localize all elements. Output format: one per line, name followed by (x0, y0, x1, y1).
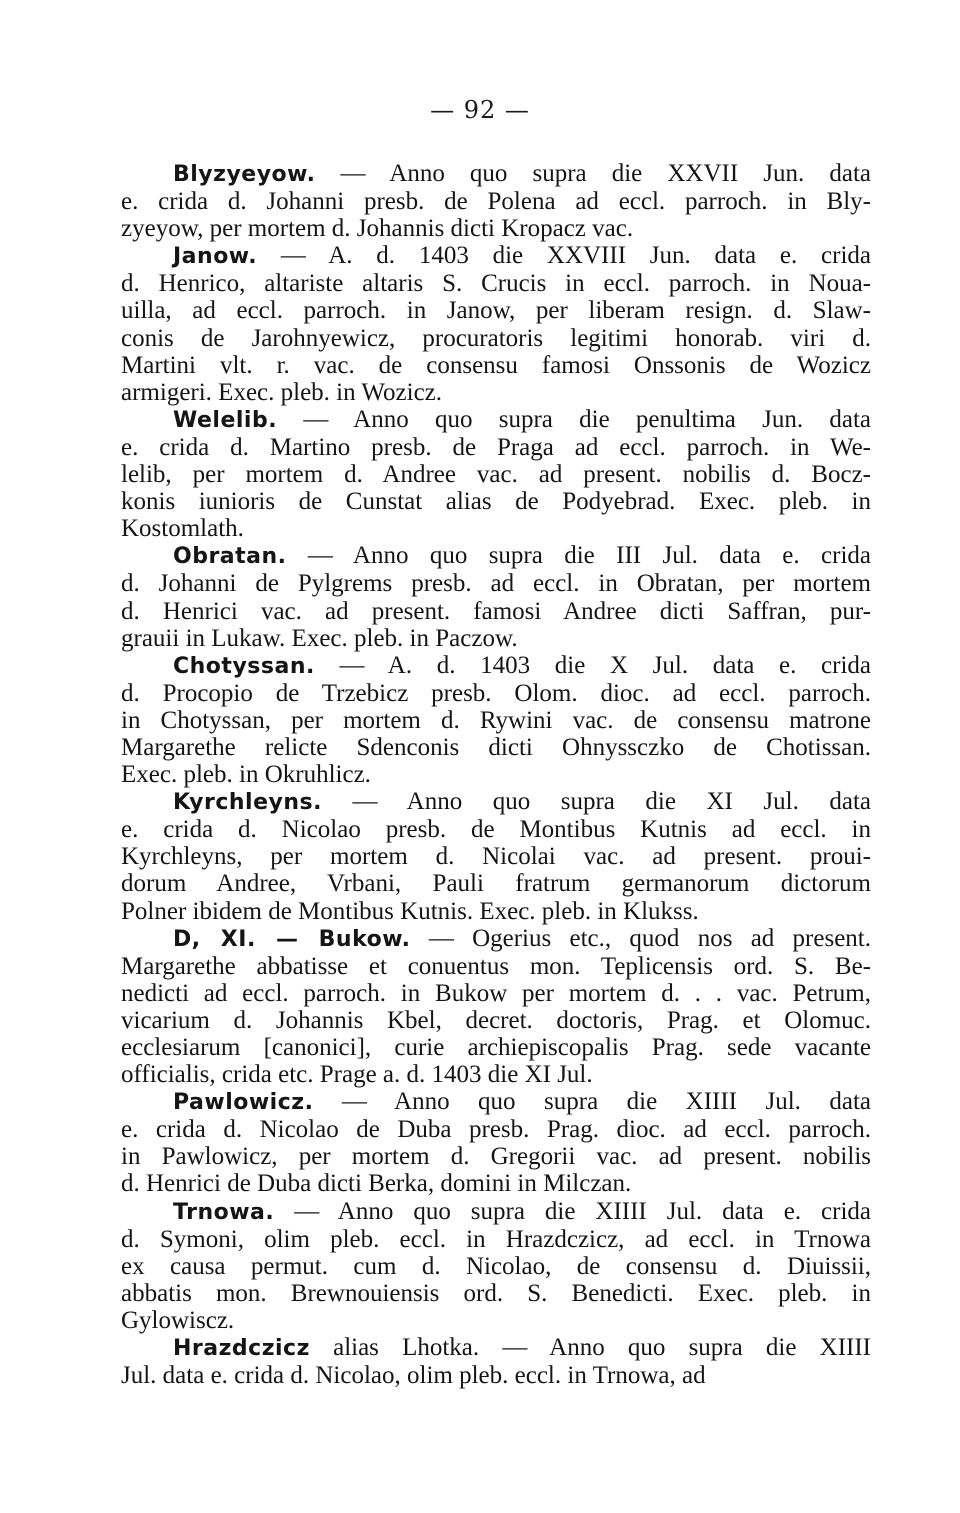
line-text: — A. d. 1403 die X Jul. data e. crida (339, 651, 871, 679)
line-text: armigeri. Exec. pleb. in Wozicz. (121, 378, 443, 406)
text-line (121, 652, 871, 680)
line-text: — A. d. 1403 die XXVIII Jun. data e. crida (280, 242, 871, 270)
entry-headword: Obratan. (173, 544, 287, 570)
line-text: vicarium d. Johannis Kbel, decret. doctoris, Prag. et Olomuc. (121, 1006, 871, 1034)
text-line (121, 761, 871, 788)
line-text: d. Procopio de Trzebicz presb. Olom. dioc. ad eccl. parroch. (121, 679, 871, 707)
line-text: ex causa permut. cum d. Nicolao, de consensu d. Diuissii, (121, 1252, 871, 1280)
line-text: e. crida d. Johanni presb. de Polena ad eccl. parroch. in Bly- (121, 188, 871, 216)
entry-headword: Kyrchleyns. (173, 790, 322, 816)
text-line (121, 1253, 871, 1280)
line-text: Exec. pleb. in Okruhlicz. (121, 761, 371, 789)
line-text: Polner ibidem de Montibus Kutnis. Exec. pleb. in Klukss. (121, 897, 699, 925)
text-line (121, 707, 871, 734)
text-line (121, 980, 871, 1007)
line-text: — Anno quo supra die XIIII Jul. data e. crida (294, 1197, 871, 1225)
line-text: abbatis mon. Brewnouiensis ord. S. Benedicti. Exec. pleb. in (121, 1279, 871, 1307)
body-text (121, 160, 871, 1389)
text-line (121, 1198, 871, 1226)
entry-headword: Janow. (173, 244, 258, 270)
line-text: d. Henrici vac. ad present. famosi Andree dicti Saffran, pur- (121, 597, 871, 625)
line-text: zyeyow, per mortem d. Johannis dicti Kropacz vac. (121, 215, 634, 243)
text-line (121, 1061, 871, 1088)
entry (121, 160, 871, 242)
entry-headword: D, XI. — Bukow. (173, 926, 411, 952)
line-text: — Anno quo supra die XIIII Jul. data (341, 1088, 872, 1116)
text-line (121, 734, 871, 761)
text-line (121, 898, 871, 925)
text-line (121, 461, 871, 488)
text-line (121, 242, 871, 270)
entry-headword: Pawlowicz. (173, 1090, 314, 1116)
line-text: dorum Andree, Vrbani, Pauli fratrum germanorum dictorum (121, 870, 871, 898)
text-line (121, 488, 871, 515)
text-line (121, 188, 871, 215)
line-text: d. Symoni, olim pleb. eccl. in Hrazdczicz, ad eccl. in Trnowa (121, 1225, 871, 1253)
line-text: conis de Jarohnyewicz, procuratoris legitimi honorab. viri d. (121, 324, 871, 352)
text-line (121, 925, 871, 953)
line-text: — Anno quo supra die XI Jul. data (352, 788, 871, 816)
text-line (121, 270, 871, 297)
text-line (121, 1007, 871, 1034)
text-line (121, 1307, 871, 1334)
entry-headword: Welelib. (173, 407, 278, 433)
line-text: Margarethe relicte Sdenconis dicti Ohnyssczko de Chotissan. (121, 733, 871, 761)
entry (121, 1088, 871, 1197)
line-text: konis iunioris de Cunstat alias de Podyebrad. Exec. pleb. in (121, 488, 871, 516)
line-text: d. Johanni de Pylgrems presb. ad eccl. in Obratan, per mortem (121, 570, 871, 598)
line-text: Gylowiscz. (121, 1306, 235, 1334)
line-text: — Anno quo supra die XXVII Jun. data (340, 160, 871, 187)
text-line (121, 215, 871, 242)
line-text: in Chotyssan, per mortem d. Rywini vac. de consensu matrone (121, 706, 871, 734)
text-line (121, 625, 871, 652)
text-line (121, 788, 871, 816)
entry (121, 242, 871, 406)
text-line (121, 1362, 871, 1389)
text-line (121, 1170, 871, 1197)
text-line (121, 434, 871, 461)
text-line (121, 598, 871, 625)
text-line (121, 843, 871, 870)
line-text: uilla, ad eccl. parroch. in Janow, per liberam resign. d. Slaw- (121, 297, 871, 325)
line-text: ecclesiarum [canonici], curie archiepiscopalis Prag. sede vacante (121, 1034, 871, 1061)
text-line (121, 542, 871, 570)
text-line (121, 1143, 871, 1170)
text-line (121, 680, 871, 707)
entry (121, 1198, 871, 1334)
text-line (121, 570, 871, 597)
line-text: d. Henrici de Duba dicti Berka, domini in Milczan. (121, 1170, 632, 1198)
line-text: alias Lhotka. — Anno quo supra die XIIII (333, 1334, 871, 1362)
entry (121, 652, 871, 788)
text-line (121, 1088, 871, 1116)
entry (121, 925, 871, 1089)
line-text: officialis, crida etc. Prage a. d. 1403 die XI Jul. (121, 1061, 593, 1089)
text-line (121, 953, 871, 980)
entry-headword: Blyzyeyow. (173, 162, 316, 187)
line-text: Martini vlt. r. vac. de consensu famosi Onssonis de Wozicz (121, 351, 871, 379)
line-text: — Anno quo supra die III Jul. data e. crida (307, 542, 871, 570)
text-line (121, 515, 871, 542)
line-text: — Ogerius etc., quod nos ad present. (428, 924, 871, 952)
page-number: — 92 — (430, 96, 530, 124)
text-line (121, 1280, 871, 1307)
text-line (121, 816, 871, 843)
text-line (121, 352, 871, 379)
entry-headword: Trnowa. (173, 1199, 275, 1225)
line-text: in Pawlowicz, per mortem d. Gregorii vac. ad present. nobilis (121, 1143, 871, 1171)
entry (121, 542, 871, 651)
line-text: Kyrchleyns, per mortem d. Nicolai vac. ad present. proui- (121, 843, 871, 871)
line-text: lelib, per mortem d. Andree vac. ad present. nobilis d. Bocz- (121, 461, 871, 489)
entry-headword: Chotyssan. (173, 653, 315, 679)
line-text: e. crida d. Martino presb. de Praga ad eccl. parroch. in We- (121, 433, 871, 461)
text-line (121, 1034, 871, 1061)
line-text: d. Henrico, altariste altaris S. Crucis in eccl. parroch. in Noua- (121, 270, 871, 298)
text-line (121, 379, 871, 406)
line-text: nedicti ad eccl. parroch. in Bukow per mortem d. . . vac. Petrum, (121, 979, 871, 1007)
entry (121, 406, 871, 542)
text-line (121, 870, 871, 897)
line-text: e. crida d. Nicolao de Duba presb. Prag. dioc. ad eccl. parroch. (121, 1116, 871, 1144)
text-line (121, 1226, 871, 1253)
line-text: — Anno quo supra die penultima Jun. data (303, 405, 871, 433)
line-text: grauii in Lukaw. Exec. pleb. in Paczow. (121, 624, 518, 652)
line-text: Margarethe abbatisse et conuentus mon. Teplicensis ord. S. Be- (121, 952, 871, 980)
entry (121, 1334, 871, 1389)
text-line (121, 1116, 871, 1143)
text-line (121, 160, 871, 188)
line-text: Jul. data e. crida d. Nicolao, olim pleb. eccl. in Trnowa, ad (121, 1362, 706, 1390)
entry (121, 788, 871, 924)
text-line (121, 297, 871, 324)
line-text: Kostomlath. (121, 515, 244, 543)
entry-headword: Hrazdczicz (173, 1336, 310, 1362)
text-line (121, 406, 871, 434)
line-text: e. crida d. Nicolao presb. de Montibus Kutnis ad eccl. in (121, 816, 871, 844)
text-line (121, 1334, 871, 1362)
text-line (121, 325, 871, 352)
